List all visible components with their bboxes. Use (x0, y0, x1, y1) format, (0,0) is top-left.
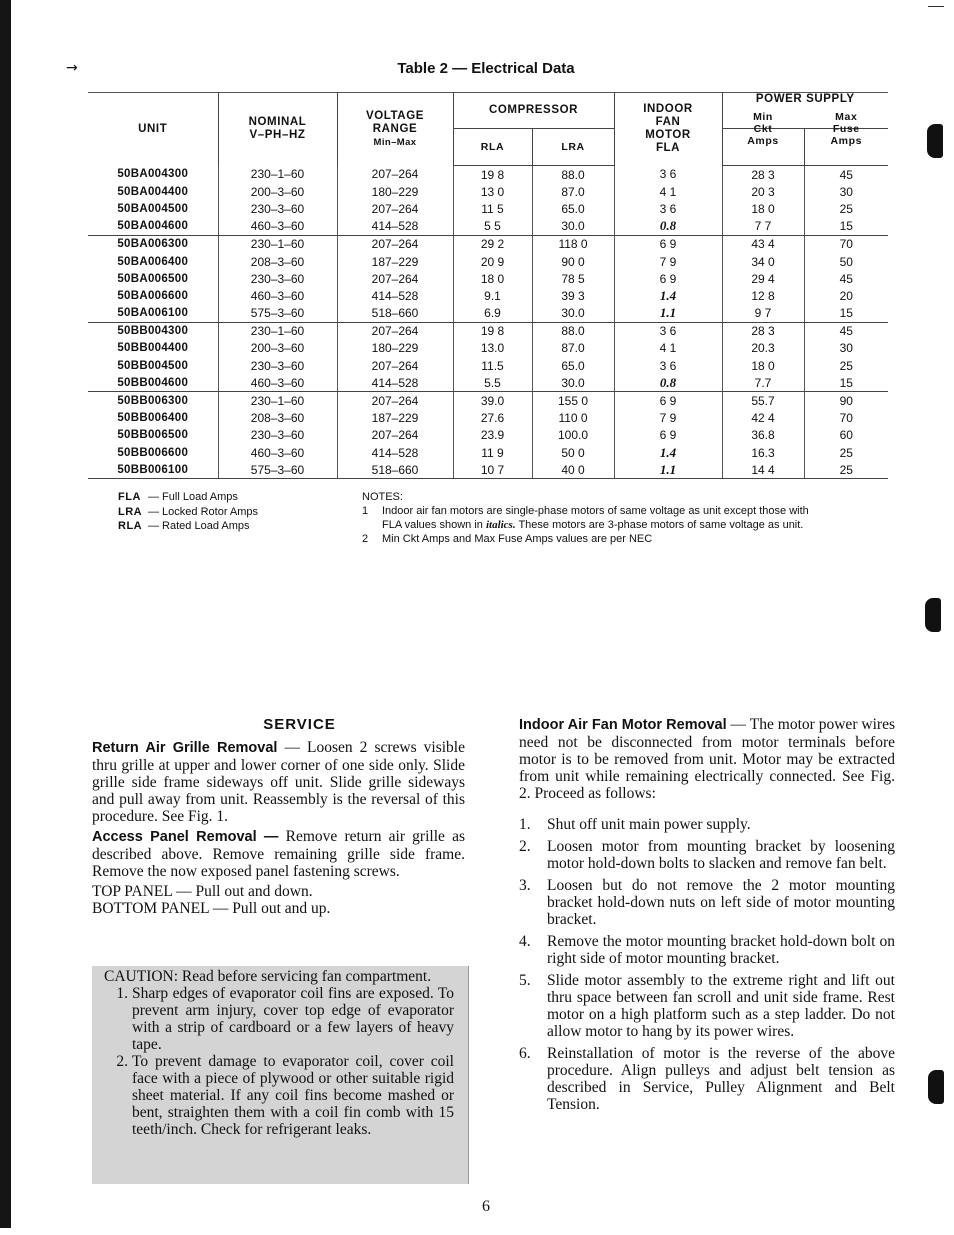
top-panel-instruction: TOP PANEL — Pull out and down. (92, 883, 313, 900)
min-ckt-amps-cell: 29 4 (722, 270, 804, 287)
voltage-range-cell: 180–229 (337, 340, 453, 357)
min-ckt-amps-cell: 55.7 (722, 392, 804, 410)
table-row (88, 305, 888, 323)
unit-cell: 50BA004300 (88, 166, 218, 184)
voltage-range-cell: 207–264 (337, 200, 453, 217)
rla-cell: 10 7 (453, 461, 532, 479)
unit-cell: 50BB004600 (88, 374, 218, 392)
max-fuse-amps-cell: 15 (804, 374, 888, 392)
min-ckt-amps-cell: 28 3 (722, 166, 804, 184)
max-fuse-amps-cell: 70 (839, 237, 853, 252)
max-fuse-amps-cell: 25 (839, 358, 853, 373)
max-fuse-amps-cell: 30 (839, 184, 853, 199)
unit-cell: 50BA006100 (88, 305, 218, 323)
table-title: Table 2 — Electrical Data (397, 60, 575, 77)
table-row (88, 322, 888, 340)
nominal-cell: 208–3–60 (218, 253, 337, 270)
fan-fla-cell: 6 9 (614, 427, 722, 444)
header-rla: RLA (453, 129, 532, 166)
max-fuse-amps-cell: 45 (839, 324, 853, 339)
unit-cell: 50BB006500 (88, 427, 218, 444)
voltage-range-cell: 414–528 (337, 374, 453, 392)
lra-cell: 65.0 (532, 357, 614, 374)
binding-edge (0, 0, 11, 1228)
note-1-continued: FLA values shown in italics. These motors are 3-phase motors of same voltage as unit. (382, 519, 804, 531)
min-ckt-amps-cell: 7.7 (722, 374, 804, 392)
lra-cell: 87.0 (532, 183, 614, 200)
electrical-data-table (88, 92, 888, 479)
abbreviation-legend (118, 490, 258, 534)
lra-cell: 40 0 (532, 461, 614, 479)
fan-fla-cell: 0.8 (614, 374, 722, 392)
unit-cell: 50BB006400 (88, 410, 218, 427)
max-fuse-amps-cell: 25 (804, 461, 888, 479)
min-ckt-amps-cell: 18 0 (722, 200, 804, 217)
table-row (88, 374, 888, 392)
punch-hole-bottom (928, 1070, 944, 1104)
table-row (88, 270, 888, 287)
min-ckt-amps-cell: 7 7 (722, 218, 804, 236)
max-fuse-amps-cell: 90 (839, 394, 853, 409)
table-row (88, 410, 888, 427)
table-row (88, 235, 888, 253)
rla-cell: 19 8 (453, 166, 532, 184)
fan-fla-cell: 3 6 (614, 322, 722, 340)
fan-fla-cell: 4 1 (614, 183, 722, 200)
nominal-cell: 230–1–60 (218, 322, 337, 340)
unit-cell: 50BA006400 (88, 253, 218, 270)
voltage-range-cell: 414–528 (337, 287, 453, 304)
motor-removal-column (519, 716, 895, 1118)
punch-hole-middle (925, 598, 941, 632)
header-compressor: COMPRESSOR (453, 93, 614, 129)
unit-cell: 50BB004300 (88, 322, 218, 340)
notes-heading: NOTES: (362, 491, 403, 503)
lra-cell: 50 0 (532, 444, 614, 461)
unit-cell: 50BA004400 (88, 183, 218, 200)
caution-item-2: 2. To prevent damage to evaporator coil, cover coil face with a piece of plywood or other suitable rigid sheet material. If any coil fins become mashed or bent, straighten them with a coil fin comb with 15 teeth/inch. Check for refrigerant leaks. (116, 1053, 454, 1138)
voltage-range-cell: 207–264 (337, 270, 453, 287)
lra-cell: 78 5 (532, 270, 614, 287)
unit-cell: 50BB004500 (88, 357, 218, 374)
fan-fla-cell: 3 6 (614, 200, 722, 217)
fan-fla-cell: 1.4 (614, 287, 722, 304)
unit-cell: 50BA004500 (88, 200, 218, 217)
voltage-range-cell: 187–229 (337, 410, 453, 427)
abbreviation-item: LRA — Locked Rotor Amps (118, 505, 259, 518)
fan-fla-cell: 1.4 (614, 444, 722, 461)
max-fuse-amps-cell: 45 (839, 167, 853, 182)
voltage-range-cell: 207–264 (337, 357, 453, 374)
corner-mark (928, 6, 944, 7)
rla-cell: 29 2 (453, 235, 532, 253)
header-min-ckt-amps: Min Ckt Amps (722, 111, 804, 148)
max-fuse-amps-cell: 50 (839, 254, 853, 269)
voltage-range-cell: 518–660 (337, 305, 453, 323)
min-ckt-amps-cell: 16.3 (722, 444, 804, 461)
return-air-grille-removal: Return Air Grille Removal — Loosen 2 screws visible thru grille at upper and lower corner of one side only. Slide grille side frame sideways off unit. Slide grille sideways and pull away from unit. Reassembly is the reversal of this procedure. See Fig. 1. (92, 739, 465, 825)
table-row (88, 461, 888, 479)
table-row (88, 200, 888, 217)
header-max-fuse-amps: Max Fuse Amps (804, 111, 888, 148)
unit-cell: 50BB006100 (88, 461, 218, 479)
fan-fla-cell: 6 9 (614, 270, 722, 287)
punch-hole-top (927, 124, 943, 158)
min-ckt-amps-cell: 12 8 (722, 287, 804, 304)
step-item: 1. Shut off unit main power supply. (519, 816, 751, 833)
lra-cell: 65.0 (532, 200, 614, 217)
nominal-cell: 460–3–60 (218, 218, 337, 236)
lra-cell: 88.0 (532, 322, 614, 340)
lra-cell: 90 0 (532, 253, 614, 270)
bottom-panel-instruction: BOTTOM PANEL — Pull out and up. (92, 900, 331, 917)
min-ckt-amps-cell: 14 4 (722, 461, 804, 479)
fan-fla-cell: 7 9 (614, 410, 722, 427)
unit-cell: 50BA006300 (88, 235, 218, 253)
rla-cell: 11 9 (453, 444, 532, 461)
table-row (88, 183, 888, 200)
min-ckt-amps-cell: 28 3 (722, 322, 804, 340)
max-fuse-amps-cell: 15 (804, 218, 888, 236)
lra-cell: 30.0 (532, 305, 614, 323)
lra-cell: 100.0 (532, 427, 614, 444)
nominal-cell: 230–1–60 (218, 166, 337, 184)
table-row (88, 340, 888, 357)
rla-cell: 13 0 (453, 183, 532, 200)
lra-cell: 39 3 (532, 287, 614, 304)
step-item: 5. Slide motor assembly to the extreme right and lift out thru space between fan scroll and unit side frame. Rest motor on a high platform such as a step ladder. Do not allow motor to hang by its power wires. (519, 972, 895, 1040)
lra-cell: 110 0 (532, 410, 614, 427)
fan-fla-cell: 7 9 (614, 253, 722, 270)
max-fuse-amps-cell: 30 (839, 341, 853, 356)
step-item: 3. Loosen but do not remove the 2 motor mounting bracket hold-down nuts on left side of motor mounting bracket. (519, 877, 895, 928)
nominal-cell: 208–3–60 (218, 410, 337, 427)
min-ckt-amps-cell: 9 7 (722, 305, 804, 323)
min-ckt-amps-cell: 36.8 (722, 427, 804, 444)
nominal-cell: 230–3–60 (218, 270, 337, 287)
rla-cell: 5 5 (453, 218, 532, 236)
voltage-range-cell: 207–264 (337, 166, 453, 184)
min-ckt-amps-cell: 43 4 (722, 235, 804, 253)
nominal-cell: 230–3–60 (218, 200, 337, 217)
lra-cell: 30.0 (532, 218, 614, 236)
table-row (88, 218, 888, 236)
lra-cell: 155 0 (532, 392, 614, 410)
table-row (88, 287, 888, 304)
voltage-range-cell: 187–229 (337, 253, 453, 270)
fan-fla-cell: 6 9 (614, 392, 722, 410)
header-nominal: NOMINAL V–PH–HZ (218, 93, 337, 166)
rla-cell: 13.0 (453, 340, 532, 357)
min-ckt-amps-cell: 20 3 (722, 183, 804, 200)
nominal-cell: 200–3–60 (218, 340, 337, 357)
min-ckt-amps-cell: 18 0 (722, 357, 804, 374)
max-fuse-amps-cell: 25 (839, 201, 853, 216)
max-fuse-amps-cell: 45 (839, 271, 853, 286)
motor-removal-steps (519, 816, 895, 1113)
rla-cell: 23.9 (453, 427, 532, 444)
step-item: 4. Remove the motor mounting bracket hold-down bolt on right side of motor mounting bracket. (519, 933, 895, 967)
voltage-range-cell: 414–528 (337, 218, 453, 236)
service-column (92, 716, 465, 917)
fan-fla-cell: 1.1 (614, 305, 722, 323)
abbreviation-item: RLA — Rated Load Amps (118, 520, 250, 532)
nominal-cell: 575–3–60 (218, 305, 337, 323)
table-row (88, 427, 888, 444)
caution-item-1: 1. Sharp edges of evaporator coil fins are exposed. To prevent arm injury, cover top edge of evaporator with a strip of cardboard or a few layers of heavy tape. (116, 985, 454, 1053)
rla-cell: 5.5 (453, 374, 532, 392)
lra-cell: 87.0 (532, 340, 614, 357)
max-fuse-amps-cell: 70 (839, 411, 853, 426)
fan-fla-cell: 4 1 (614, 340, 722, 357)
max-fuse-amps-cell: 60 (839, 428, 853, 443)
fan-fla-cell: 3 6 (614, 357, 722, 374)
max-fuse-amps-cell: 15 (804, 305, 888, 323)
header-indoor-fan-motor: INDOOR FAN MOTOR FLA (614, 93, 722, 166)
rla-cell: 20 9 (453, 253, 532, 270)
margin-arrow: → (66, 60, 78, 76)
rla-cell: 27.6 (453, 410, 532, 427)
caution-box (92, 966, 469, 1184)
step-item: 2. Loosen motor from mounting bracket by loosening motor hold-down bolts to slacken and remove fan belt. (519, 838, 895, 872)
table-row (88, 253, 888, 270)
fan-fla-cell: 1.1 (614, 461, 722, 479)
abbreviation-item: FLA — Full Load Amps (118, 491, 238, 503)
service-heading: SERVICE (263, 716, 336, 733)
table-row (88, 444, 888, 461)
unit-cell: 50BA004600 (88, 218, 218, 236)
lra-cell: 118 0 (532, 235, 614, 253)
unit-cell: 50BB004400 (88, 340, 218, 357)
rla-cell: 6.9 (453, 305, 532, 323)
voltage-range-cell: 207–264 (337, 235, 453, 253)
note-2: 2 Min Ckt Amps and Max Fuse Amps values are per NEC (362, 533, 653, 545)
unit-cell: 50BA006500 (88, 270, 218, 287)
nominal-cell: 200–3–60 (218, 183, 337, 200)
table-row (88, 357, 888, 374)
nominal-cell: 230–1–60 (218, 235, 337, 253)
voltage-range-cell: 180–229 (337, 183, 453, 200)
min-ckt-amps-cell: 34 0 (722, 253, 804, 270)
voltage-range-cell: 414–528 (337, 444, 453, 461)
fan-fla-cell: 3 6 (614, 166, 722, 184)
nominal-cell: 230–3–60 (218, 427, 337, 444)
unit-cell: 50BA006600 (88, 287, 218, 304)
header-unit: UNIT (88, 93, 218, 166)
nominal-cell: 460–3–60 (218, 287, 337, 304)
nominal-cell: 230–1–60 (218, 392, 337, 410)
voltage-range-cell: 207–264 (337, 427, 453, 444)
rla-cell: 11.5 (453, 357, 532, 374)
voltage-range-cell: 518–660 (337, 461, 453, 479)
rla-cell: 18 0 (453, 270, 532, 287)
nominal-cell: 230–3–60 (218, 357, 337, 374)
fan-fla-cell: 6 9 (614, 235, 722, 253)
rla-cell: 19 8 (453, 322, 532, 340)
access-panel-removal: Access Panel Removal — Remove return air grille as described above. Remove remaining grille side frame. Remove the now exposed panel fastening screws. (92, 828, 465, 880)
table-body (88, 166, 888, 479)
voltage-range-cell: 207–264 (337, 392, 453, 410)
min-ckt-amps-cell: 20.3 (722, 340, 804, 357)
caution-title: CAUTION: Read before servicing fan compartment. (104, 968, 432, 985)
note-1: 1 Indoor air fan motors are single-phase motors of same voltage as unit except those with (362, 505, 809, 517)
step-item: 6. Reinstallation of motor is the reverse of the above procedure. Align pulleys and adjust belt tension as described in Service, Pulley Alignment and Belt Tension. (519, 1045, 895, 1113)
lra-cell: 88.0 (532, 166, 614, 184)
nominal-cell: 575–3–60 (218, 461, 337, 479)
header-voltage-range: VOLTAGE RANGE Min–Max (337, 93, 453, 166)
rla-cell: 39.0 (453, 392, 532, 410)
lra-cell: 30.0 (532, 374, 614, 392)
table-row (88, 166, 888, 184)
page-number: 6 (482, 1198, 490, 1215)
fan-fla-cell: 0.8 (614, 218, 722, 236)
unit-cell: 50BB006300 (88, 392, 218, 410)
unit-cell: 50BB006600 (88, 444, 218, 461)
table-notes (362, 490, 892, 546)
max-fuse-amps-cell: 20 (839, 288, 853, 303)
header-lra: LRA (532, 129, 614, 166)
header-power-supply: POWER SUPPLY (722, 93, 888, 129)
nominal-cell: 460–3–60 (218, 444, 337, 461)
rla-cell: 9.1 (453, 287, 532, 304)
min-ckt-amps-cell: 42 4 (722, 410, 804, 427)
max-fuse-amps-cell: 25 (839, 445, 853, 460)
table-row (88, 392, 888, 410)
motor-removal-intro: Indoor Air Fan Motor Removal — The motor power wires need not be disconnected from motor terminals before motor is to be removed from unit. Motor may be extracted from unit while remaining electrically connected. See Fig. 2. Proceed as follows: (519, 716, 895, 802)
nominal-cell: 460–3–60 (218, 374, 337, 392)
voltage-range-cell: 207–264 (337, 322, 453, 340)
rla-cell: 11 5 (453, 200, 532, 217)
